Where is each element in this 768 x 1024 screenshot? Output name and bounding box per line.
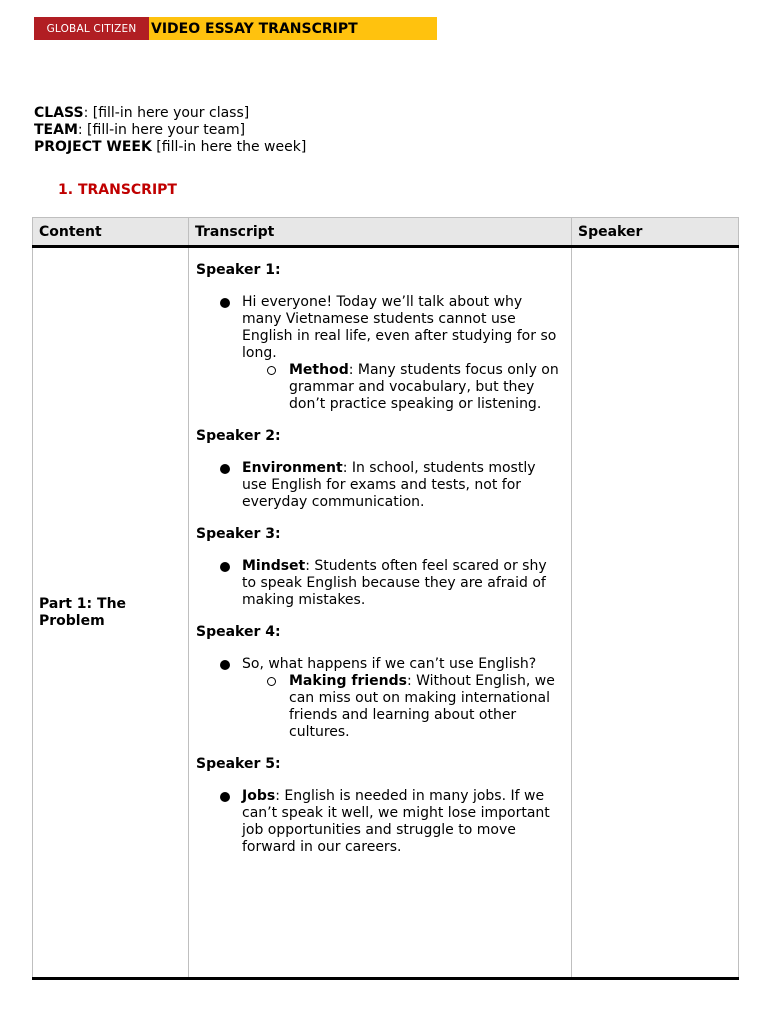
transcript-table (32, 217, 739, 980)
transcript-cell (189, 247, 572, 979)
bullet-icon (220, 792, 230, 802)
table-row (33, 247, 739, 979)
speaker-cell (572, 247, 739, 979)
list-item: Mindset: Students often feel scared or shy to speak English because they are afraid of making mistakes. (196, 558, 564, 609)
list-item: Jobs: English is needed in many jobs. If we can’t speak it well, we might lose important job opportunities and struggle to move forward in our careers. (196, 788, 564, 856)
section-heading: 1. TRANSCRIPT (58, 182, 177, 198)
bullet-icon (220, 298, 230, 308)
speaker-heading: Speaker 5: (196, 756, 281, 772)
list-item: So, what happens if we can’t use English? (196, 656, 564, 673)
team-line: TEAM: [fill-in here your team] (34, 122, 246, 138)
speaker-heading: Speaker 3: (196, 526, 281, 542)
class-line: CLASS: [fill-in here your class] (34, 105, 250, 121)
header-content: Content (33, 218, 189, 247)
list-item: Environment: In school, students mostly use English for exams and tests, not for everyday communication. (196, 460, 564, 511)
header-speaker: Speaker (572, 218, 739, 247)
bullet-icon (220, 660, 230, 670)
table-header-row (33, 218, 739, 247)
speaker-heading: Speaker 4: (196, 624, 281, 640)
week-line: PROJECT WEEK [fill-in here the week] (34, 139, 307, 155)
hollow-bullet-icon (267, 677, 276, 686)
part-label: Part 1: The Problem (33, 247, 189, 979)
sub-list-item: Method: Many students focus only on grammar and vocabulary, but they don’t practice speaking or listening. (196, 362, 564, 413)
meta-block (34, 105, 306, 156)
speaker-heading: Speaker 2: (196, 428, 281, 444)
sub-list-item: Making friends: Without English, we can miss out on making international friends and learning about other cultures. (196, 673, 564, 741)
brand-logo: GLOBAL CITIZEN (34, 17, 149, 40)
document-header (34, 17, 437, 40)
bullet-icon (220, 562, 230, 572)
speaker-heading: Speaker 1: (196, 262, 281, 278)
header-transcript: Transcript (189, 218, 572, 247)
hollow-bullet-icon (267, 366, 276, 375)
list-item: Hi everyone! Today we’ll talk about why many Vietnamese students cannot use English in real life, even after studying for so long. (196, 294, 564, 362)
document-title: VIDEO ESSAY TRANSCRIPT (149, 17, 437, 40)
bullet-icon (220, 464, 230, 474)
